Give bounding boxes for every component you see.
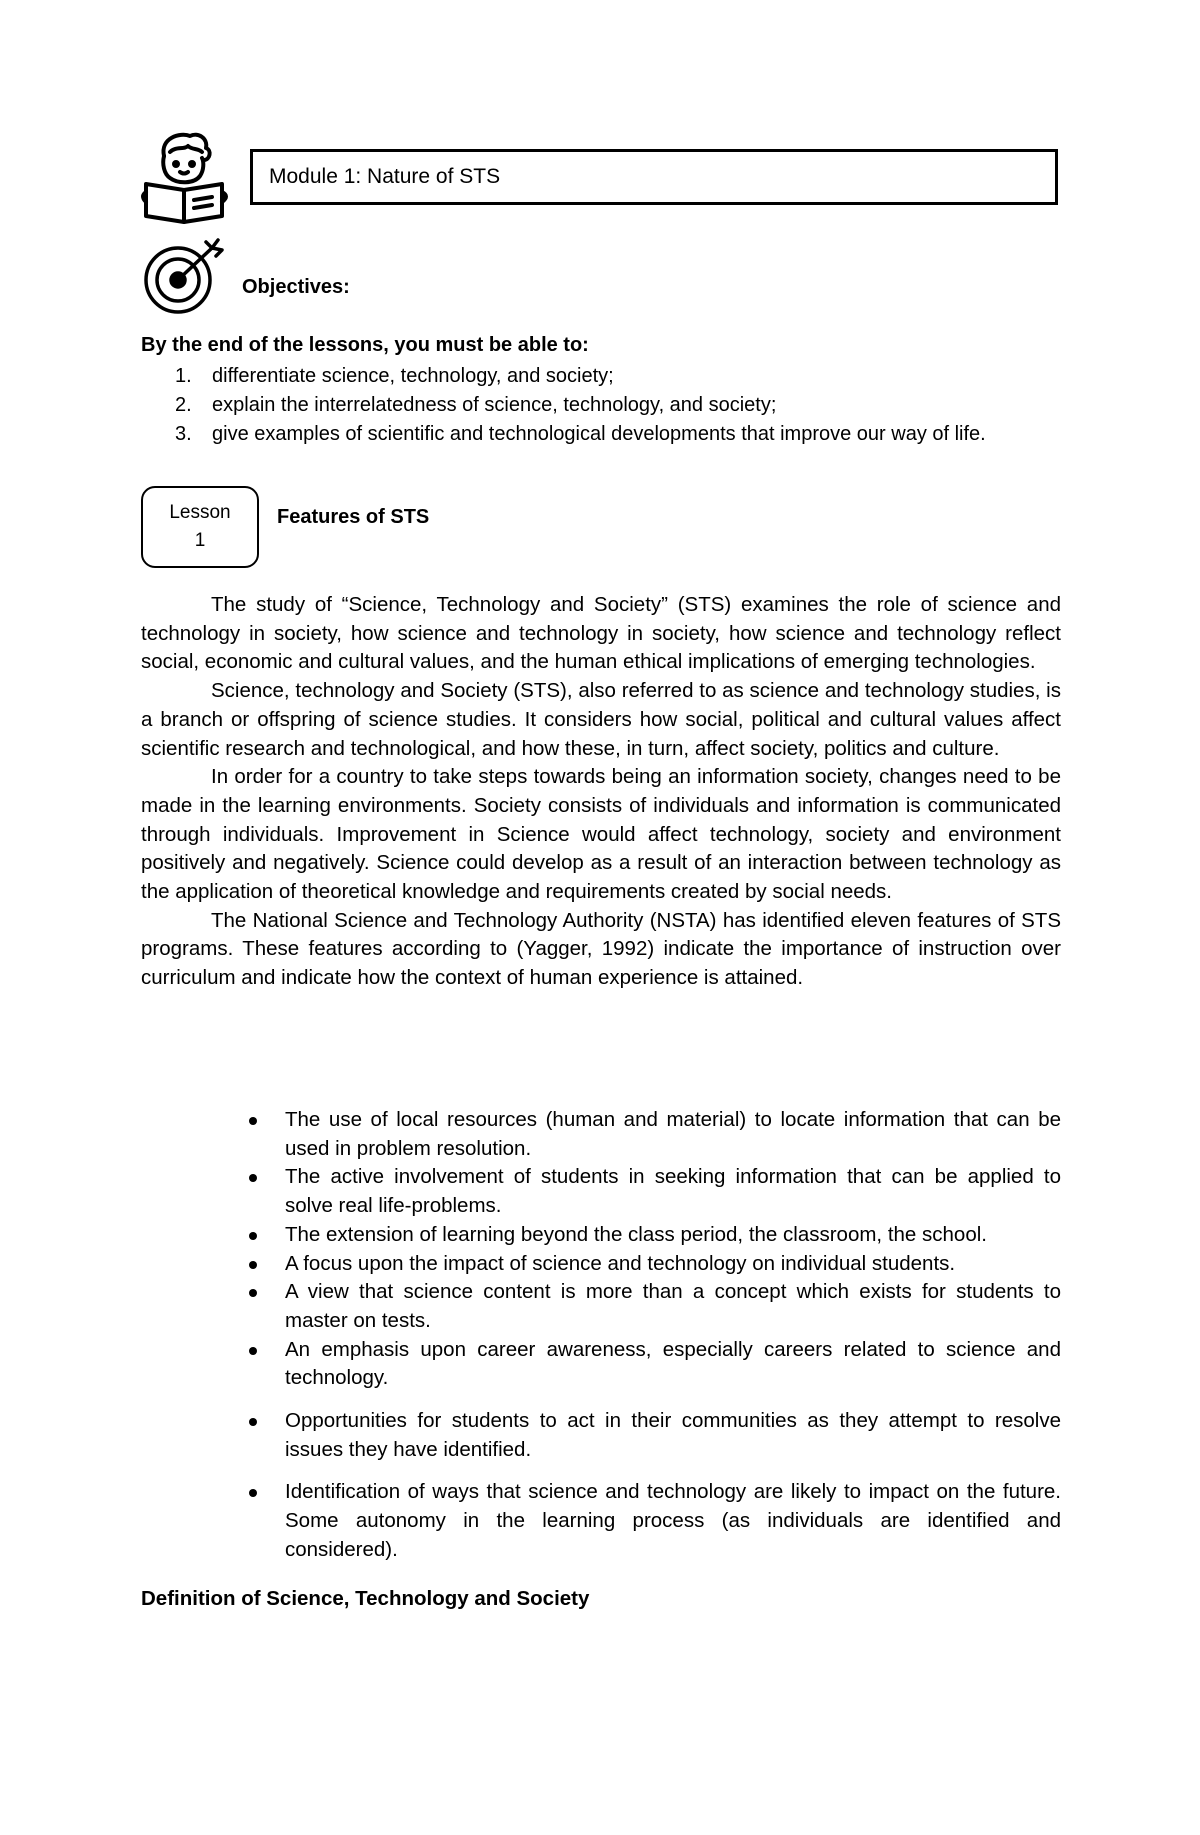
paragraph: In order for a country to take steps towards being an information society, changes need to be made in the learning environments. Society consists of individuals and information is communicated through individuals. Improvement in Science would affect technology, society and environment positively and negatively. Science could develop as a result of an interaction between technology as the application of theoretical knowledge and requirements created by social needs. bbox=[141, 765, 1061, 904]
feature-item: A view that science content is more than a concept which exists for students to master on tests. bbox=[245, 1278, 1061, 1335]
feature-item: An emphasis upon career awareness, especially careers related to science and technology. bbox=[245, 1336, 1061, 1393]
feature-item: Opportunities for students to act in their communities as they attempt to resolve issues they have identified. bbox=[245, 1407, 1061, 1464]
lesson-title: Features of STS bbox=[277, 506, 430, 528]
feature-item: The extension of learning beyond the class period, the classroom, the school. bbox=[245, 1221, 1061, 1250]
feature-item: The active involvement of students in seeking information that can be applied to solve real life-problems. bbox=[245, 1163, 1061, 1220]
objectives-list bbox=[175, 362, 1095, 449]
feature-item: The use of local resources (human and material) to locate information that can be used in problem resolution. bbox=[245, 1106, 1061, 1163]
target-icon bbox=[142, 236, 232, 316]
objective-item: 3. give examples of scientific and technological developments that improve our way of life. bbox=[175, 423, 986, 445]
feature-item: Identification of ways that science and technology are likely to impact on the future. Some autonomy in the learning process (as individuals are identified and considered). bbox=[245, 1478, 1061, 1564]
paragraph: The study of “Science, Technology and Society” (STS) examines the role of science and technology in society, how science and technology in society, how science and technology reflect social, economic and cultural values, and the human ethical implications of emerging technologies. bbox=[141, 593, 1061, 674]
lesson-badge-number: 1 bbox=[194, 530, 206, 551]
reading-student-icon bbox=[140, 130, 232, 226]
objective-item: 2. explain the interrelatedness of science, technology, and society; bbox=[175, 394, 777, 416]
module-title-box bbox=[250, 149, 1058, 205]
section-heading: Definition of Science, Technology and Society bbox=[141, 1587, 590, 1610]
objective-item: 1. differentiate science, technology, and society; bbox=[175, 365, 614, 387]
lesson-body bbox=[141, 591, 1061, 993]
paragraph: Science, technology and Society (STS), also referred to as science and technology studies, is a branch or offspring of science studies. It considers how social, political and cultural values affect scientific research and technological, and how these, in turn, affect society, politics and culture. bbox=[141, 679, 1061, 760]
paragraph: The National Science and Technology Authority (NSTA) has identified eleven features of STS programs. These features according to (Yagger, 1992) indicate the importance of instruction over curriculum and indicate how the context of human experience is attained. bbox=[141, 908, 1061, 990]
feature-item: A focus upon the impact of science and technology on individual students. bbox=[245, 1250, 1061, 1279]
objectives-intro: By the end of the lessons, you must be able to: bbox=[141, 334, 589, 356]
objectives-label: Objectives: bbox=[242, 276, 350, 298]
lesson-badge bbox=[141, 486, 259, 568]
lesson-badge-word: Lesson bbox=[169, 502, 231, 523]
module-title: Module 1: Nature of STS bbox=[269, 165, 501, 188]
features-list bbox=[245, 1106, 1061, 1565]
